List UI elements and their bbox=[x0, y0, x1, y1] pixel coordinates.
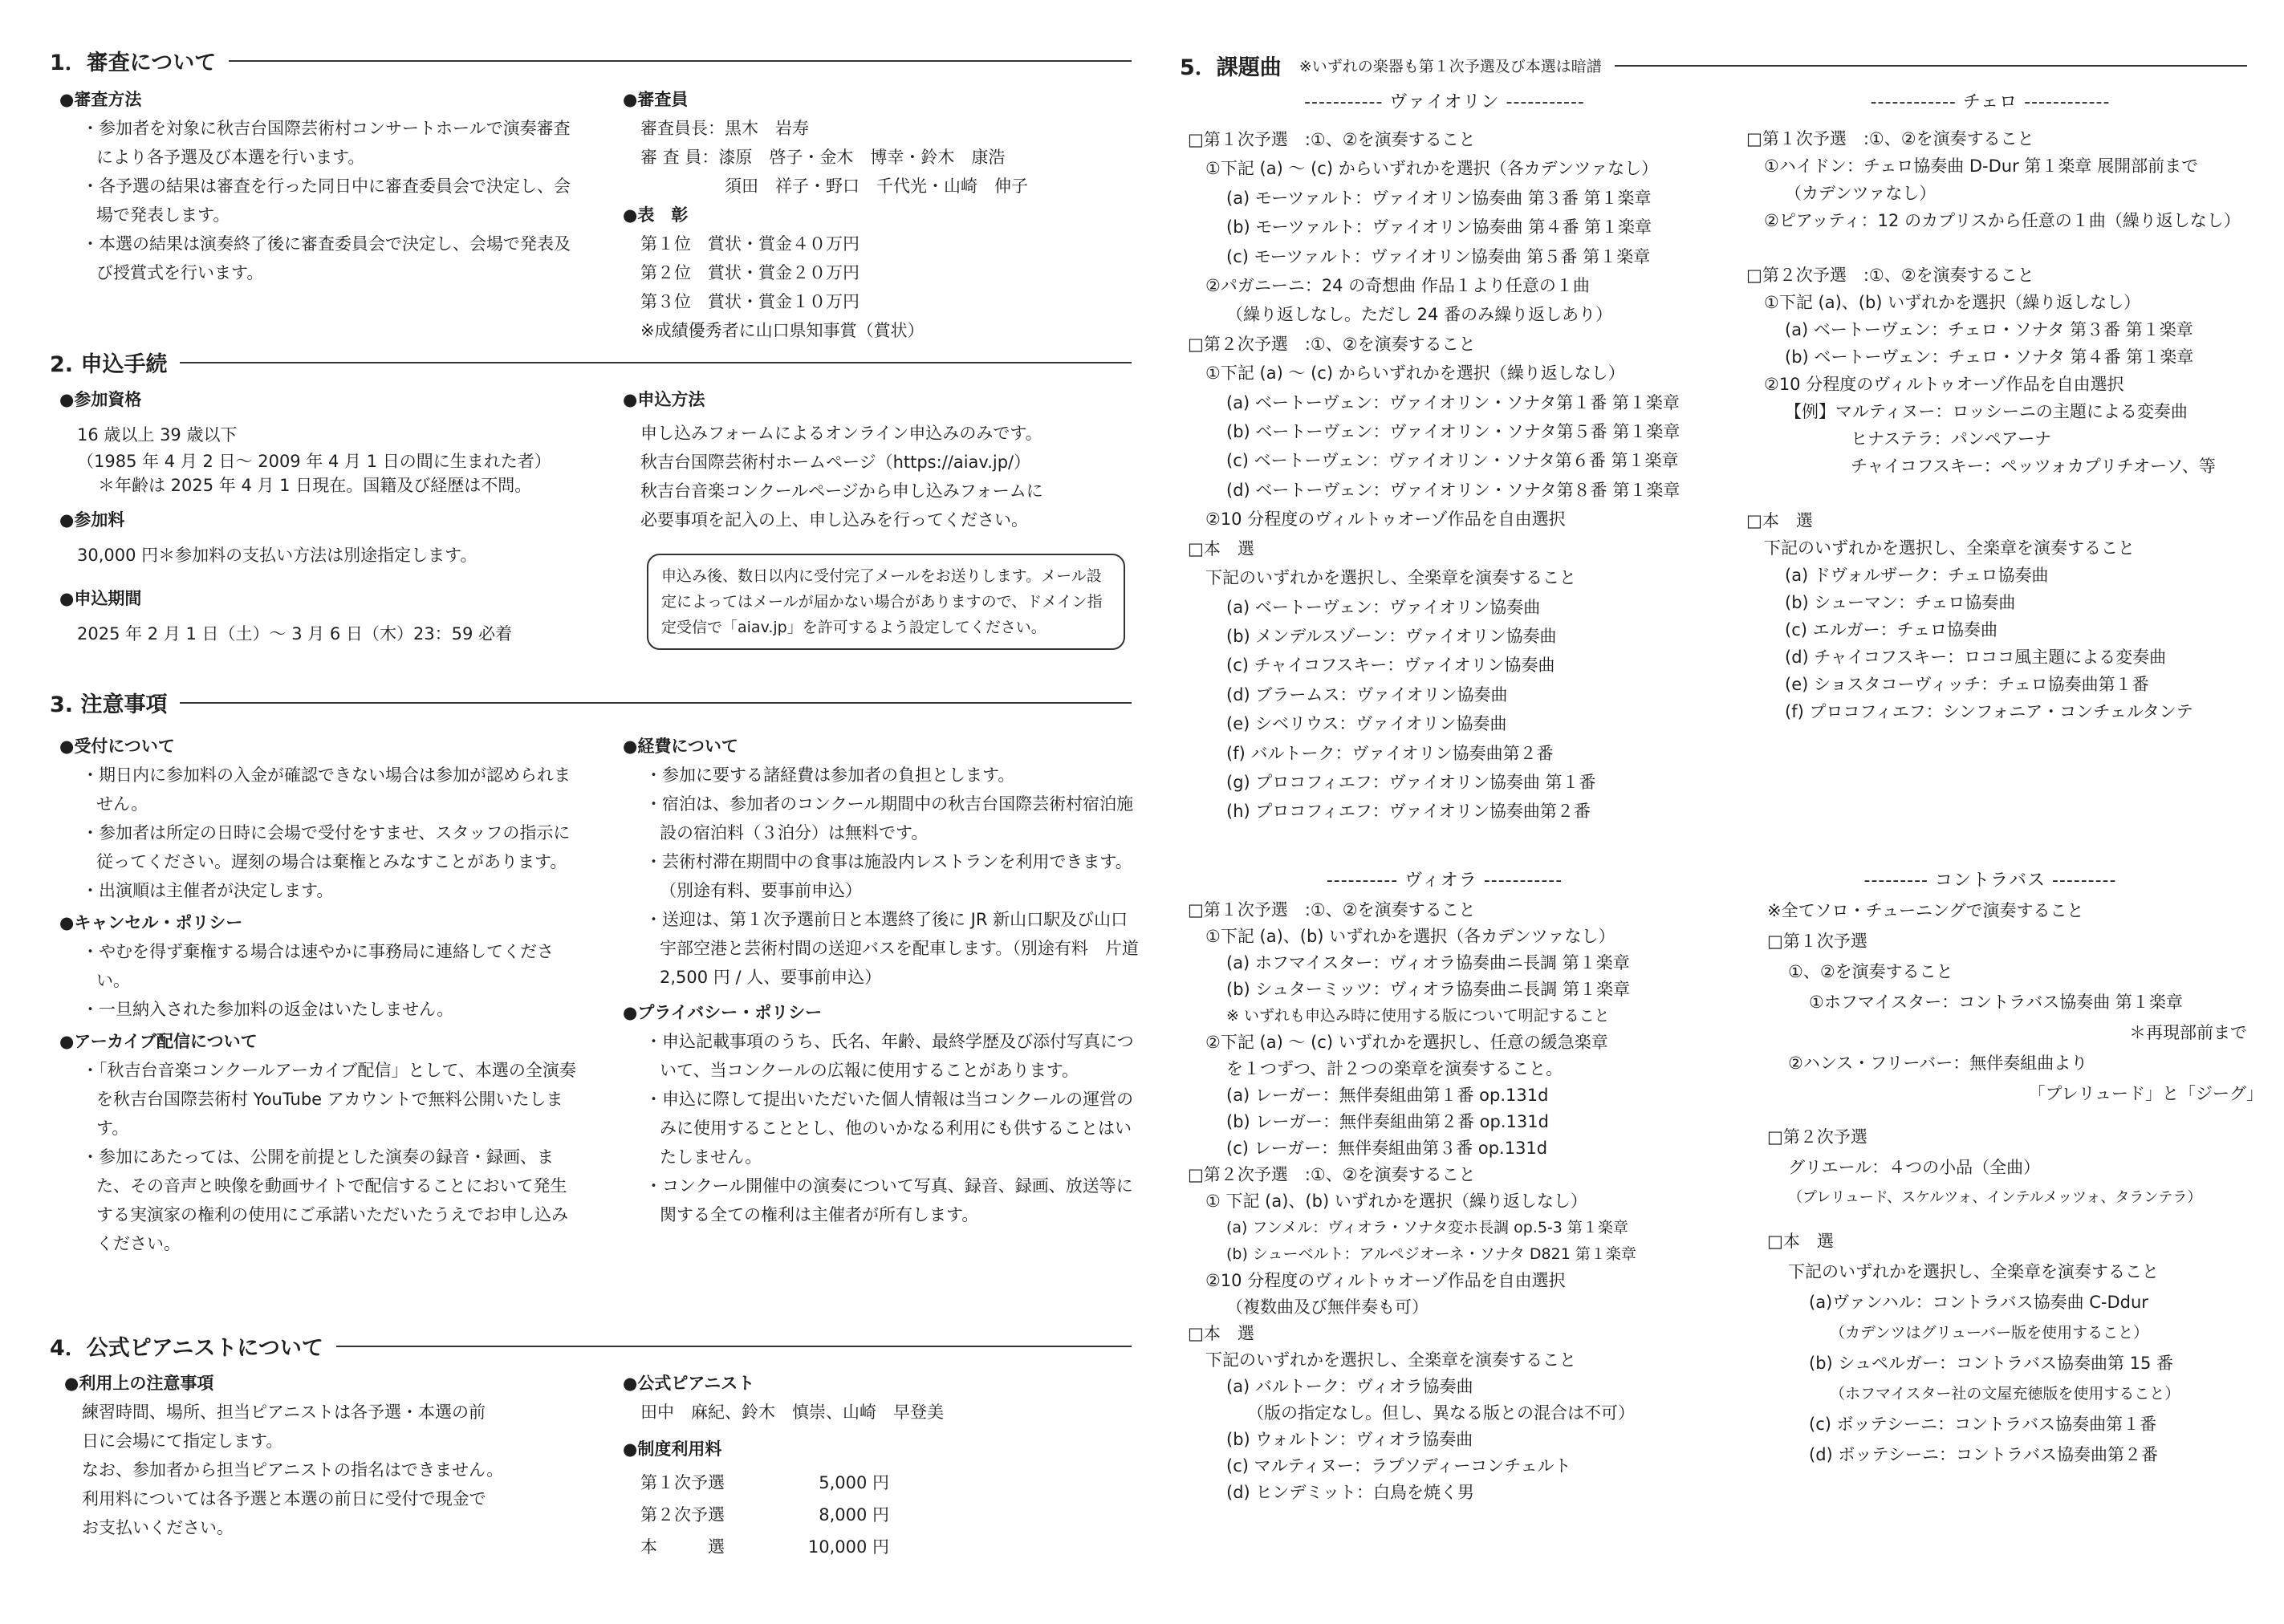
section-rule bbox=[1615, 65, 2247, 67]
section-rule bbox=[336, 1346, 1132, 1347]
cello-title: ------------ チェロ ------------ bbox=[1870, 92, 2111, 112]
archive-heading: ●アーカイブ配信について bbox=[59, 1032, 258, 1051]
repertoire-line: (d) ボッテシーニ：コントラバス協奏曲第２番 bbox=[1809, 1445, 2158, 1464]
fee-label: 第１次予選 bbox=[640, 1473, 725, 1492]
repertoire-line: (c) モーツァルト：ヴァイオリン協奏曲 第５番 第１楽章 bbox=[1226, 246, 1651, 266]
list-item: ・宿泊は、参加者のコンクール期間中の秋吉台国際芸術村宿泊施設の宿泊料（３泊分）は無料です。 bbox=[645, 794, 1134, 842]
repertoire-line: を１つずつ、計２つの楽章を演奏すること。 bbox=[1226, 1059, 1563, 1078]
cancel-heading: ●キャンセル・ポリシー bbox=[59, 913, 243, 932]
list-item: ・参加者を対象に秋吉台国際芸術村コンサートホールで演奏審査により各予選及び本選を行います。 bbox=[82, 119, 571, 167]
repertoire-line: ①下記 (a)、(b) いずれかを選択（各カデンツァなし） bbox=[1205, 927, 1615, 946]
list-item: ・芸術村滞在期間中の食事は施設内レストランを利用できます。（別途有料、要事前申込） bbox=[645, 852, 1132, 900]
repertoire-line: （プレリュード、スケルツォ、インテルメッツォ、タランテラ） bbox=[1788, 1189, 2202, 1206]
list-item: ・出演順は主催者が決定します。 bbox=[82, 881, 334, 900]
repertoire-line: ②10 分程度のヴィルトゥオーゾ作品を自由選択 bbox=[1764, 375, 2124, 394]
repertoire-line: (a) ホフマイスター：ヴィオラ協奏曲ニ長調 第１楽章 bbox=[1226, 953, 1630, 972]
list-item: ・送迎は、第１次予選前日と本選終了後に JR 新山口駅及び山口宇部空港と芸術村間の送迎バスを配車します。（別途有料 片道 2,500 円 / 人、要事前申込） bbox=[645, 910, 1139, 987]
repertoire-line: (h) プロコフィエフ：ヴァイオリン協奏曲第２番 bbox=[1226, 802, 1591, 822]
repertoire-line: ②ハンス・フリーバー：無伴奏組曲より bbox=[1788, 1054, 2088, 1073]
usage-line: なお、参加者から担当ピアニストの指名はできません。 bbox=[82, 1460, 504, 1480]
repertoire-line: ＊再現部前まで bbox=[2129, 1023, 2247, 1042]
notice-box: 申込み後、数日以内に受付完了メールをお送りします。メール設定によってはメールが届かない場合がありますので、ドメイン指定受信で「aiav.jp」を許可するよう設定してください。 bbox=[647, 554, 1125, 650]
fee-value: 5,000 円 bbox=[819, 1473, 889, 1492]
repertoire-line: (c) ボッテシーニ：コントラバス協奏曲第１番 bbox=[1809, 1415, 2157, 1434]
round-heading: □第１次予選 :①、②を演奏すること bbox=[1746, 129, 2034, 148]
pianist-usage bbox=[64, 1369, 594, 1542]
round-heading: □第２次予選 :①、②を演奏すること bbox=[1188, 334, 1476, 354]
eligibility-line: 16 歳以上 39 歳以下 bbox=[77, 425, 238, 445]
repertoire-line: (b) ベートーヴェン：チェロ・ソナタ 第４番 第１楽章 bbox=[1785, 347, 2194, 367]
violin-title: ----------- ヴァイオリン ----------- bbox=[1304, 92, 1585, 112]
repertoire-line: ①下記 (a)、(b) いずれかを選択（繰り返しなし） bbox=[1764, 293, 2141, 312]
list-item: ・一旦納入された参加料の返金はいたしません。 bbox=[82, 1000, 454, 1019]
pianist-heading: ●公式ピアニスト bbox=[623, 1374, 755, 1393]
contrabass-title: --------- コントラバス --------- bbox=[1863, 871, 2117, 891]
repertoire-line: (b) ウォルトン：ヴィオラ協奏曲 bbox=[1226, 1430, 1473, 1449]
usage-line: お支払いください。 bbox=[82, 1518, 234, 1537]
repertoire-line: (c) レーガー：無伴奏組曲第３番 op.131d bbox=[1226, 1139, 1548, 1158]
application-line: 秋吉台国際芸術村ホームページ（https://aiav.jp/） bbox=[640, 453, 1031, 472]
fee-row bbox=[623, 1500, 1136, 1529]
spacer bbox=[1746, 234, 2260, 262]
fee-row bbox=[623, 1533, 1136, 1561]
pianist-info bbox=[623, 1369, 1136, 1561]
list-item: ・各予選の結果は審査を行った同日中に審査委員会で決定し、会場で発表します。 bbox=[82, 177, 571, 225]
award-line: ※成績優秀者に山口県知事賞（賞状） bbox=[640, 321, 925, 340]
repertoire-line: （版の指定なし。但し、異なる版との混合は不可） bbox=[1247, 1403, 1635, 1423]
repertoire-line: (d) チャイコフスキー：ロココ風主題による変奏曲 bbox=[1785, 648, 2167, 667]
repertoire-line: 「プレリュード」と「ジーグ」 bbox=[2028, 1084, 2263, 1103]
fee-value: 10,000 円 bbox=[807, 1537, 889, 1557]
list-item: ・期日内に参加料の入金が確認できない場合は参加が認められません。 bbox=[82, 765, 571, 814]
fee-label: 第２次予選 bbox=[640, 1505, 725, 1525]
repertoire-line: (c) チャイコフスキー：ヴァイオリン協奏曲 bbox=[1226, 656, 1555, 676]
judging-method-heading: ●審査方法 bbox=[59, 90, 142, 109]
round-heading: □第２次予選 bbox=[1767, 1127, 1867, 1147]
viola-title: ---------- ヴィオラ ----------- bbox=[1326, 871, 1563, 891]
section-3-title: 3. 注意事項 bbox=[50, 692, 168, 717]
repertoire-line: ①下記 (a) ～ (c) からいずれかを選択（繰り返しなし） bbox=[1205, 363, 1625, 384]
repertoire-line: 下記のいずれかを選択し、全楽章を演奏すること bbox=[1205, 568, 1576, 588]
list-item: ・本選の結果は演奏終了後に審査委員会で決定し、会場で発表及び授賞式を行います。 bbox=[82, 234, 571, 282]
round-heading: □第２次予選 :①、②を演奏すること bbox=[1188, 1165, 1476, 1184]
repertoire-line: （繰り返しなし。ただし 24 番のみ繰り返しあり） bbox=[1226, 305, 1613, 325]
repertoire-line: (f) バルトーク：ヴァイオリン協奏曲第２番 bbox=[1226, 743, 1554, 763]
list-item: ・申込記載事項のうち、氏名、年齢、最終学歴及び添付写真について、当コンクールの広報に使用することがあります。 bbox=[645, 1032, 1134, 1080]
repertoire-line: 下記のいずれかを選択し、全楽章を演奏すること bbox=[1764, 538, 2135, 558]
repertoire-line: (b) メンデルスゾーン：ヴァイオリン協奏曲 bbox=[1226, 626, 1557, 646]
reception-heading: ●受付について bbox=[59, 737, 175, 756]
repertoire-line: ※ いずれも申込み時に使用する版について明記すること bbox=[1226, 1007, 1610, 1025]
list-item: ・参加に要する諸経費は参加者の負担とします。 bbox=[645, 765, 1015, 785]
repertoire-line: (c) エルガー：チェロ協奏曲 bbox=[1785, 620, 1997, 639]
judging-method bbox=[59, 85, 573, 287]
usage-line: 練習時間、場所、担当ピアニストは各予選・本選の前 bbox=[82, 1403, 486, 1422]
repertoire-line: グリエール：４つの小品（全曲） bbox=[1788, 1158, 2041, 1177]
repertoire-line: (a) ベートーヴェン：ヴァイオリン協奏曲 bbox=[1226, 597, 1541, 617]
repertoire-line: ②10 分程度のヴィルトゥオーゾ作品を自由選択 bbox=[1205, 1271, 1566, 1290]
notes-left bbox=[59, 732, 578, 1258]
application-line: 必要事項を記入の上、申し込みを行ってください。 bbox=[640, 510, 1028, 530]
usage-heading: ●利用上の注意事項 bbox=[64, 1374, 214, 1393]
fee-line: 30,000 円＊参加料の支払い方法は別途指定します。 bbox=[77, 546, 478, 565]
repertoire-line: ②ピアッティ：12 のカプリスから任意の１曲（繰り返しなし） bbox=[1764, 211, 2241, 230]
section-5-header bbox=[1180, 50, 2247, 81]
repertoire-line: (c) マルティヌー：ラプソディーコンチェルト bbox=[1226, 1456, 1571, 1476]
list-item: ・「秋吉台音楽コンクールアーカイブ配信」として、本選の全演奏を秋吉台国際芸術村 YouTube アカウントで無料公開いたします。 bbox=[82, 1061, 576, 1138]
pianist-names: 田中 麻紀、鈴木 慎崇、山崎 早登美 bbox=[640, 1403, 944, 1422]
fee-label: 本 選 bbox=[640, 1537, 725, 1557]
spacer bbox=[1750, 1109, 2263, 1122]
repertoire-line: 下記のいずれかを選択し、全楽章を演奏すること bbox=[1788, 1262, 2159, 1281]
award-line: 第２位 賞状・賞金２０万円 bbox=[640, 263, 860, 282]
fee-value: 8,000 円 bbox=[819, 1505, 889, 1525]
spacer bbox=[1750, 1213, 2263, 1226]
repertoire-line: (b) ベートーヴェン：ヴァイオリン・ソナタ第５番 第１楽章 bbox=[1226, 422, 1680, 442]
repertoire-line: （カデンツはグリューバー版を使用すること） bbox=[1830, 1324, 2149, 1342]
awards-heading: ●表 彰 bbox=[623, 205, 689, 225]
repertoire-line: (b) モーツァルト：ヴァイオリン協奏曲 第４番 第１楽章 bbox=[1226, 217, 1652, 238]
list-item: ・コンクール開催中の演奏について写真、録音、録画、放送等に関する全ての権利は主催者が所有します。 bbox=[645, 1176, 1133, 1224]
judge-line: 審査員長：黒木 岩寿 bbox=[640, 119, 809, 138]
repertoire-line: ②10 分程度のヴィルトゥオーゾ作品を自由選択 bbox=[1205, 510, 1566, 530]
viola-repertoire bbox=[1188, 897, 1717, 1506]
section-4-title: 4．公式ピアニストについて bbox=[50, 1336, 323, 1361]
repertoire-line: 下記のいずれかを選択し、全楽章を演奏すること bbox=[1205, 1350, 1576, 1370]
repertoire-line: (a) ベートーヴェン：チェロ・ソナタ 第３番 第１楽章 bbox=[1785, 320, 2193, 339]
repertoire-line: (g) プロコフィエフ：ヴァイオリン協奏曲 第１番 bbox=[1226, 772, 1596, 792]
repertoire-line: ①、②を演奏すること bbox=[1788, 962, 1953, 981]
judges-and-awards bbox=[623, 85, 1136, 345]
repertoire-line: ②パガニーニ：24 の奇想曲 作品１より任意の１曲 bbox=[1205, 276, 1590, 296]
repertoire-line: ①下記 (a) ～ (c) からいずれかを選択（各カデンツァなし） bbox=[1205, 159, 1659, 179]
repertoire-line: (b) シュターミッツ：ヴィオラ協奏曲ニ長調 第１楽章 bbox=[1226, 980, 1630, 999]
repertoire-line: ヒナステラ：パンペアーナ bbox=[1851, 429, 2052, 449]
application-method bbox=[623, 385, 1136, 534]
repertoire-line: (b) シューマン：チェロ協奏曲 bbox=[1785, 593, 2016, 612]
repertoire-line: (a) フンメル：ヴィオラ・ソナタ変ホ長調 op.5-3 第１楽章 bbox=[1226, 1219, 1628, 1236]
eligibility-line: ＊年齢は 2025 年 4 月 1 日現在。国籍及び経歴は不問。 bbox=[98, 476, 532, 495]
award-line: 第１位 賞状・賞金４０万円 bbox=[640, 234, 860, 254]
fee-heading: ●参加料 bbox=[59, 510, 125, 530]
repertoire-line: チャイコフスキー：ペッツォカプリチオーソ、等 bbox=[1851, 457, 2216, 476]
round-heading: □本 選 bbox=[1188, 538, 1254, 558]
repertoire-line: （カデンツァなし） bbox=[1785, 184, 1937, 203]
eligibility-heading: ●参加資格 bbox=[59, 390, 142, 409]
period-heading: ●申込期間 bbox=[59, 589, 142, 608]
application-heading: ●申込方法 bbox=[623, 390, 705, 409]
cello-repertoire bbox=[1746, 125, 2260, 725]
repertoire-line: (d) ヒンデミット：白鳥を焼く男 bbox=[1226, 1483, 1474, 1502]
round-heading: □第１次予選 :①、②を演奏すること bbox=[1188, 130, 1476, 149]
list-item: ・やむを得ず棄権する場合は速やかに事務局に連絡してください。 bbox=[82, 942, 554, 990]
round-heading: □第１次予選 bbox=[1767, 932, 1867, 951]
round-heading: □第２次予選 :①、②を演奏すること bbox=[1746, 266, 2034, 285]
repertoire-line: (f) プロコフィエフ：シンフォニア・コンチェルタンテ bbox=[1785, 702, 2193, 721]
section-2-title: 2. 申込手続 bbox=[50, 352, 168, 377]
period-line: 2025 年 2 月 1 日（土）～ 3 月 6 日（木）23：59 必着 bbox=[77, 624, 513, 644]
judges-heading: ●審査員 bbox=[623, 90, 689, 109]
repertoire-line: （ホフマイスター社の文屋充徳版を使用すること） bbox=[1830, 1385, 2180, 1403]
round-heading: □本 選 bbox=[1746, 511, 1813, 530]
list-item: ・参加にあたっては、公開を前提とした演奏の録音・録画、また、その音声と映像を動画サイトで配信することにおいて発生する実演家の権利の使用にご承諾いただいたうえでお申し込みください。 bbox=[82, 1147, 568, 1253]
notes-right bbox=[623, 732, 1144, 1229]
repertoire-line: (a)ヴァンハル：コントラバス協奏曲 C-Ddur bbox=[1809, 1293, 2148, 1312]
repertoire-line: (a) ドヴォルザーク：チェロ協奏曲 bbox=[1785, 566, 2049, 585]
repertoire-line: (e) シベリウス：ヴァイオリン協奏曲 bbox=[1226, 714, 1507, 734]
judge-line: 審 査 員：漆原 啓子・金木 博幸・鈴木 康浩 bbox=[640, 148, 1006, 167]
section-4-header bbox=[50, 1330, 1132, 1362]
repertoire-line: （複数曲及び無伴奏も可） bbox=[1226, 1297, 1429, 1317]
round-heading: □本 選 bbox=[1767, 1232, 1834, 1251]
round-heading: □本 選 bbox=[1188, 1324, 1254, 1343]
fee-row bbox=[623, 1468, 1136, 1497]
violin-repertoire bbox=[1188, 125, 1717, 826]
repertoire-line: (a) レーガー：無伴奏組曲第１番 op.131d bbox=[1226, 1086, 1549, 1105]
section-rule bbox=[229, 60, 1132, 62]
repertoire-line: ① 下記 (a)、(b) いずれかを選択（繰り返しなし） bbox=[1205, 1192, 1587, 1211]
costs-heading: ●経費について bbox=[623, 737, 738, 756]
fees-heading: ●制度利用料 bbox=[623, 1439, 722, 1459]
repertoire-line: ②下記 (a) ～ (c) いずれかを選択し、任意の緩急楽章 bbox=[1205, 1033, 1608, 1052]
usage-line: 日に会場にて指定します。 bbox=[82, 1431, 283, 1451]
section-1-header bbox=[50, 45, 1132, 76]
section-5-title: 5．課題曲 bbox=[1180, 55, 1282, 80]
repertoire-line: (d) ベートーヴェン：ヴァイオリン・ソナタ第８番 第１楽章 bbox=[1226, 480, 1680, 500]
round-heading: □第１次予選 :①、②を演奏すること bbox=[1188, 900, 1476, 920]
list-item: ・参加者は所定の日時に会場で受付をすませ、スタッフの指示に従ってください。遅刻の場合は棄権とみなすことがあります。 bbox=[82, 823, 571, 871]
award-line: 第３位 賞状・賞金１０万円 bbox=[640, 292, 860, 311]
repertoire-line: (b) シューベルト：アルペジオーネ・ソナタ D821 第１楽章 bbox=[1226, 1245, 1636, 1263]
spacer bbox=[1746, 480, 2260, 507]
section-2-header bbox=[50, 347, 1132, 378]
repertoire-line: ※全てソロ・チューニングで演奏すること bbox=[1767, 901, 2084, 920]
usage-line: 利用料については各予選と本選の前日に受付で現金で bbox=[82, 1489, 486, 1508]
section-rule bbox=[180, 362, 1132, 363]
repertoire-line: 【例】マルティヌー：ロッシーニの主題による変奏曲 bbox=[1785, 402, 2188, 421]
repertoire-line: ①ホフマイスター：コントラバス協奏曲 第１楽章 bbox=[1809, 993, 2183, 1012]
section-1-title: 1．審査について bbox=[50, 51, 217, 75]
section-rule bbox=[180, 702, 1132, 704]
repertoire-line: (c) ベートーヴェン：ヴァイオリン・ソナタ第６番 第１楽章 bbox=[1226, 451, 1679, 471]
eligibility-line: （1985 年 4 月 2 日～ 2009 年 4 月 1 日の間に生まれた者） bbox=[77, 452, 551, 471]
list-item: ・申込に際して提出いただいた個人情報は当コンクールの運営のみに使用することとし、他のいかなる利用にも供することはいたしません。 bbox=[645, 1090, 1134, 1167]
repertoire-line: (e) ショスタコーヴィッチ：チェロ協奏曲第１番 bbox=[1785, 675, 2149, 694]
section-5-note: ※いずれの楽器も第１次予選及び本選は暗譜 bbox=[1298, 58, 1602, 75]
repertoire-line: (b) レーガー：無伴奏組曲第２番 op.131d bbox=[1226, 1112, 1549, 1131]
contrabass-repertoire bbox=[1750, 895, 2263, 1470]
repertoire-line: (d) ブラームス：ヴァイオリン協奏曲 bbox=[1226, 684, 1508, 704]
section-3-header bbox=[50, 687, 1132, 718]
repertoire-line: (a) ベートーヴェン：ヴァイオリン・ソナタ第１番 第１楽章 bbox=[1226, 392, 1680, 412]
repertoire-line: (a) モーツァルト：ヴァイオリン協奏曲 第３番 第１楽章 bbox=[1226, 188, 1652, 208]
repertoire-line: (a) バルトーク：ヴィオラ協奏曲 bbox=[1226, 1377, 1473, 1396]
application-line: 申し込みフォームによるオンライン申込みのみです。 bbox=[640, 424, 1042, 443]
privacy-heading: ●プライバシー・ポリシー bbox=[623, 1003, 823, 1022]
repertoire-line: (b) シュペルガー：コントラバス協奏曲第 15 番 bbox=[1809, 1354, 2174, 1373]
application-line: 秋吉台音楽コンクールページから申し込みフォームに bbox=[640, 481, 1043, 501]
judge-line: 須田 祥子・野口 千代光・山崎 伸子 bbox=[640, 177, 1028, 196]
repertoire-line: ①ハイドン：チェロ協奏曲 D-Dur 第１楽章 展開部前まで bbox=[1764, 156, 2199, 176]
eligibility-block bbox=[59, 385, 589, 648]
